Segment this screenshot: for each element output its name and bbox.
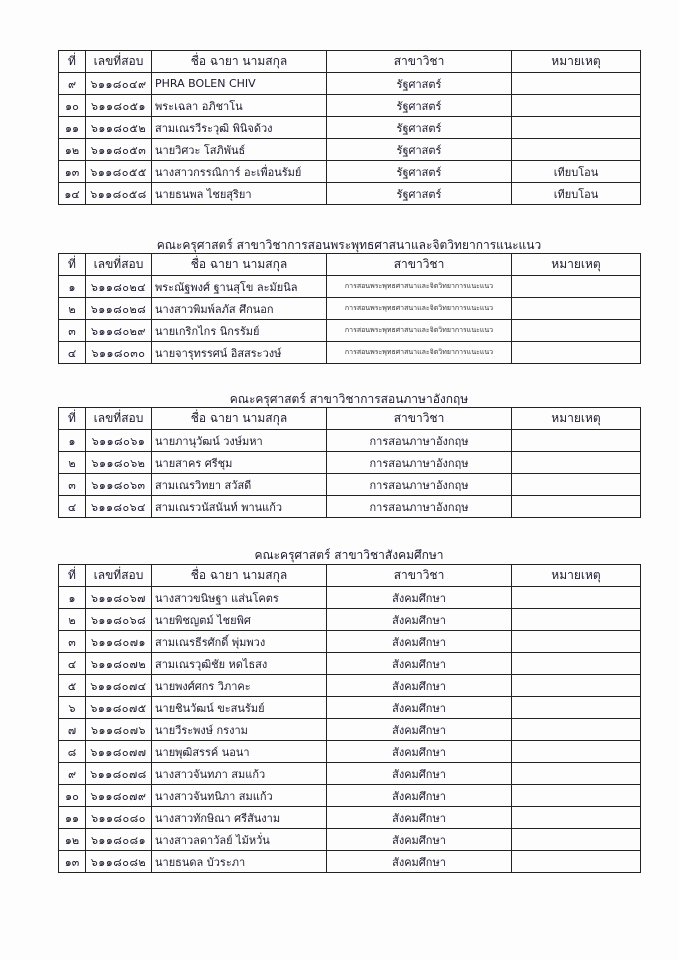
row-number: ๓ [59, 631, 86, 653]
major-cell: สังคมศึกษา [327, 675, 512, 697]
exam-id-cell: ๖๑๑๘๐๓๐ [86, 342, 152, 364]
student-name-cell: นายพิชญตม์ ไชยพิศ [152, 609, 327, 631]
table-row [59, 785, 641, 807]
major-cell: สังคมศึกษา [327, 653, 512, 675]
note-cell [512, 741, 641, 763]
major-cell: รัฐศาสตร์ [327, 183, 512, 205]
major-cell: รัฐศาสตร์ [327, 139, 512, 161]
exam-id-cell: ๖๑๑๘๐๗๙ [86, 785, 152, 807]
note-cell [512, 430, 641, 452]
note-cell [512, 474, 641, 496]
table-row [59, 161, 641, 183]
exam-id-cell: ๖๑๑๘๐๗๖ [86, 719, 152, 741]
table-row [59, 675, 641, 697]
row-number: ๑๒ [59, 829, 86, 851]
note-cell [512, 807, 641, 829]
row-number: ๑๓ [59, 851, 86, 873]
note-cell [512, 117, 641, 139]
major-cell: สังคมศึกษา [327, 609, 512, 631]
header-no: ที่ [59, 408, 86, 430]
header-major: สาขาวิชา [327, 254, 512, 276]
roster-table-buddhism-guidance [58, 253, 641, 364]
header-major: สาขาวิชา [327, 565, 512, 587]
table-row [59, 609, 641, 631]
header-name: ชื่อ ฉายา นามสกุล [152, 254, 327, 276]
major-cell: การสอนภาษาอังกฤษ [327, 452, 512, 474]
exam-id-cell: ๖๑๑๘๐๕๓ [86, 139, 152, 161]
table-row [59, 763, 641, 785]
row-number: ๒ [59, 298, 86, 320]
major-cell: การสอนภาษาอังกฤษ [327, 430, 512, 452]
table-row [59, 829, 641, 851]
row-number: ๑ [59, 430, 86, 452]
major-cell: การสอนภาษาอังกฤษ [327, 474, 512, 496]
header-name: ชื่อ ฉายา นามสกุล [152, 565, 327, 587]
student-name-cell: นายเกริกไกร นิกรรัมย์ [152, 320, 327, 342]
student-name-cell: พระณัฐพงศ์ ฐานสุโข ละมัยนิล [152, 276, 327, 298]
exam-id-cell: ๖๑๑๘๐๖๑ [86, 430, 152, 452]
header-major: สาขาวิชา [327, 408, 512, 430]
note-cell [512, 139, 641, 161]
student-name-cell: สามเณรวีระวุฒิ พินิจด้วง [152, 117, 327, 139]
note-cell [512, 851, 641, 873]
note-cell [512, 320, 641, 342]
note-cell: เทียบโอน [512, 183, 641, 205]
exam-id-cell: ๖๑๑๘๐๘๒ [86, 851, 152, 873]
row-number: ๑๑ [59, 807, 86, 829]
row-number: ๑ [59, 587, 86, 609]
student-name-cell: นางสาวลดาวัลย์ ไม้หวั่น [152, 829, 327, 851]
exam-id-cell: ๖๑๑๘๐๖๘ [86, 609, 152, 631]
header-note: หมายเหตุ [512, 565, 641, 587]
note-cell [512, 452, 641, 474]
major-cell: สังคมศึกษา [327, 785, 512, 807]
exam-id-cell: ๖๑๑๘๐๕๑ [86, 95, 152, 117]
exam-id-cell: ๖๑๑๘๐๒๙ [86, 320, 152, 342]
student-name-cell: สามเณรวิทยา สวัสดี [152, 474, 327, 496]
major-cell: สังคมศึกษา [327, 631, 512, 653]
row-number: ๑๔ [59, 183, 86, 205]
exam-id-cell: ๖๑๑๘๐๗๒ [86, 653, 152, 675]
student-name-cell: สามเณรวุฒิชัย หดไธสง [152, 653, 327, 675]
header-name: ชื่อ ฉายา นามสกุล [152, 51, 327, 73]
major-cell: สังคมศึกษา [327, 763, 512, 785]
row-number: ๒ [59, 609, 86, 631]
table-row [59, 587, 641, 609]
note-cell [512, 587, 641, 609]
table-row [59, 430, 641, 452]
header-no: ที่ [59, 565, 86, 587]
student-name-cell: นางสาวกรรณิการ์ อะเพื่อนรัมย์ [152, 161, 327, 183]
table-header-row [59, 51, 641, 73]
header-exam-id: เลขที่สอบ [86, 51, 152, 73]
exam-id-cell: ๖๑๑๘๐๗๑ [86, 631, 152, 653]
roster-table-english-teaching [58, 407, 641, 518]
row-number: ๘ [59, 741, 86, 763]
student-name-cell: นางสาวทักษิณา ศรีสันงาม [152, 807, 327, 829]
table-row [59, 807, 641, 829]
table-row [59, 719, 641, 741]
table-header-row [59, 565, 641, 587]
row-number: ๔ [59, 342, 86, 364]
note-cell [512, 719, 641, 741]
table-row [59, 183, 641, 205]
major-cell: การสอนพระพุทธศาสนาและจิตวิทยาการแนะแนว [327, 320, 512, 342]
roster-table-social-studies [58, 564, 641, 873]
header-no: ที่ [59, 51, 86, 73]
row-number: ๑๑ [59, 117, 86, 139]
note-cell [512, 785, 641, 807]
student-name-cell: นายวีระพงษ์ กรงาม [152, 719, 327, 741]
table-row [59, 452, 641, 474]
row-number: ๑๓ [59, 161, 86, 183]
exam-id-cell: ๖๑๑๘๐๖๓ [86, 474, 152, 496]
row-number: ๖ [59, 697, 86, 719]
row-number: ๒ [59, 452, 86, 474]
major-cell: รัฐศาสตร์ [327, 95, 512, 117]
exam-id-cell: ๖๑๑๘๐๗๕ [86, 697, 152, 719]
exam-id-cell: ๖๑๑๘๐๖๒ [86, 452, 152, 474]
header-note: หมายเหตุ [512, 254, 641, 276]
row-number: ๕ [59, 675, 86, 697]
note-cell [512, 95, 641, 117]
row-number: ๗ [59, 719, 86, 741]
row-number: ๓ [59, 474, 86, 496]
student-name-cell: นายสาคร ศรีชุม [152, 452, 327, 474]
header-major: สาขาวิชา [327, 51, 512, 73]
exam-id-cell: ๖๑๑๘๐๒๔ [86, 276, 152, 298]
header-exam-id: เลขที่สอบ [86, 565, 152, 587]
table-row [59, 342, 641, 364]
major-cell: สังคมศึกษา [327, 741, 512, 763]
note-cell [512, 653, 641, 675]
note-cell [512, 763, 641, 785]
major-cell: สังคมศึกษา [327, 829, 512, 851]
student-name-cell: นายธนดล บัวระภา [152, 851, 327, 873]
row-number: ๓ [59, 320, 86, 342]
note-cell [512, 496, 641, 518]
table-row [59, 697, 641, 719]
major-cell: การสอนพระพุทธศาสนาและจิตวิทยาการแนะแนว [327, 298, 512, 320]
header-name: ชื่อ ฉายา นามสกุล [152, 408, 327, 430]
table-row [59, 117, 641, 139]
student-name-cell: นายชินวัฒน์ ขะสนรัมย์ [152, 697, 327, 719]
exam-id-cell: ๖๑๑๘๐๗๘ [86, 763, 152, 785]
student-name-cell: นางสาวพิมพ์ลภัส ศึกนอก [152, 298, 327, 320]
note-cell [512, 697, 641, 719]
student-name-cell: สามเณรธีรศักดิ์ พุ่มพวง [152, 631, 327, 653]
note-cell [512, 73, 641, 95]
exam-id-cell: ๖๑๑๘๐๕๘ [86, 183, 152, 205]
row-number: ๑๐ [59, 95, 86, 117]
note-cell [512, 276, 641, 298]
section-title-buddhism-guidance: คณะครุศาสตร์ สาขาวิชาการสอนพระพุทธศาสนาและจิตวิทยาการแนะแนว [156, 238, 542, 252]
student-name-cell: นางสาวขนิษฐา แส่นโคตร [152, 587, 327, 609]
exam-id-cell: ๖๑๑๘๐๒๘ [86, 298, 152, 320]
table-row [59, 851, 641, 873]
table-row [59, 653, 641, 675]
exam-id-cell: ๖๑๑๘๐๕๒ [86, 117, 152, 139]
table-row [59, 139, 641, 161]
student-name-cell: นายวิศวะ โสภิพันธ์ [152, 139, 327, 161]
major-cell: สังคมศึกษา [327, 587, 512, 609]
note-cell [512, 631, 641, 653]
note-cell [512, 829, 641, 851]
major-cell: รัฐศาสตร์ [327, 73, 512, 95]
table-row [59, 320, 641, 342]
major-cell: สังคมศึกษา [327, 719, 512, 741]
note-cell: เทียบโอน [512, 161, 641, 183]
table-row [59, 496, 641, 518]
table-header-row [59, 408, 641, 430]
exam-id-cell: ๖๑๑๘๐๖๔ [86, 496, 152, 518]
student-name-cell: นายจารุทรรศน์ อิสสระวงษ์ [152, 342, 327, 364]
header-exam-id: เลขที่สอบ [86, 408, 152, 430]
table-row [59, 276, 641, 298]
student-name-cell: นางสาวจันทภา สมแก้ว [152, 763, 327, 785]
row-number: ๑ [59, 276, 86, 298]
row-number: ๙ [59, 763, 86, 785]
note-cell [512, 675, 641, 697]
row-number: ๑๐ [59, 785, 86, 807]
student-name-cell: พระเฉลา อภิชาโน [152, 95, 327, 117]
exam-id-cell: ๖๑๑๘๐๗๔ [86, 675, 152, 697]
student-name-cell: นายพุฒิสรรค์ นอนา [152, 741, 327, 763]
header-note: หมายเหตุ [512, 408, 641, 430]
row-number: ๑๒ [59, 139, 86, 161]
exam-id-cell: ๖๑๑๘๐๖๗ [86, 587, 152, 609]
exam-id-cell: ๖๑๑๘๐๘๐ [86, 807, 152, 829]
student-name-cell: นายพงศ์ศกร วิภาคะ [152, 675, 327, 697]
header-note: หมายเหตุ [512, 51, 641, 73]
header-no: ที่ [59, 254, 86, 276]
row-number: ๙ [59, 73, 86, 95]
section-title-english-teaching: คณะครุศาสตร์ สาขาวิชาการสอนภาษาอังกฤษ [229, 392, 469, 406]
table-row [59, 73, 641, 95]
student-name-cell: นายภานุวัฒน์ วงษ์มหา [152, 430, 327, 452]
table-row [59, 631, 641, 653]
row-number: ๔ [59, 496, 86, 518]
major-cell: รัฐศาสตร์ [327, 161, 512, 183]
table-row [59, 474, 641, 496]
table-row [59, 298, 641, 320]
major-cell: การสอนภาษาอังกฤษ [327, 496, 512, 518]
table-row [59, 95, 641, 117]
student-name-cell: PHRA BOLEN CHIV [152, 73, 327, 95]
header-exam-id: เลขที่สอบ [86, 254, 152, 276]
table-header-row [59, 254, 641, 276]
student-name-cell: สามเณรวนัสนันท์ พานแก้ว [152, 496, 327, 518]
major-cell: สังคมศึกษา [327, 851, 512, 873]
major-cell: สังคมศึกษา [327, 807, 512, 829]
exam-id-cell: ๖๑๑๘๐๘๑ [86, 829, 152, 851]
major-cell: การสอนพระพุทธศาสนาและจิตวิทยาการแนะแนว [327, 342, 512, 364]
note-cell [512, 609, 641, 631]
major-cell: รัฐศาสตร์ [327, 117, 512, 139]
exam-id-cell: ๖๑๑๘๐๗๗ [86, 741, 152, 763]
major-cell: การสอนพระพุทธศาสนาและจิตวิทยาการแนะแนว [327, 276, 512, 298]
section-title-social-studies: คณะครุศาสตร์ สาขาวิชาสังคมศึกษา [254, 548, 444, 562]
exam-id-cell: ๖๑๑๘๐๔๙ [86, 73, 152, 95]
roster-table-political-science [58, 50, 641, 205]
exam-id-cell: ๖๑๑๘๐๕๕ [86, 161, 152, 183]
student-name-cell: นายธนพล ไชยสุริยา [152, 183, 327, 205]
note-cell [512, 298, 641, 320]
major-cell: สังคมศึกษา [327, 697, 512, 719]
note-cell [512, 342, 641, 364]
row-number: ๔ [59, 653, 86, 675]
student-name-cell: นางสาวจันทนิภา สมแก้ว [152, 785, 327, 807]
table-row [59, 741, 641, 763]
